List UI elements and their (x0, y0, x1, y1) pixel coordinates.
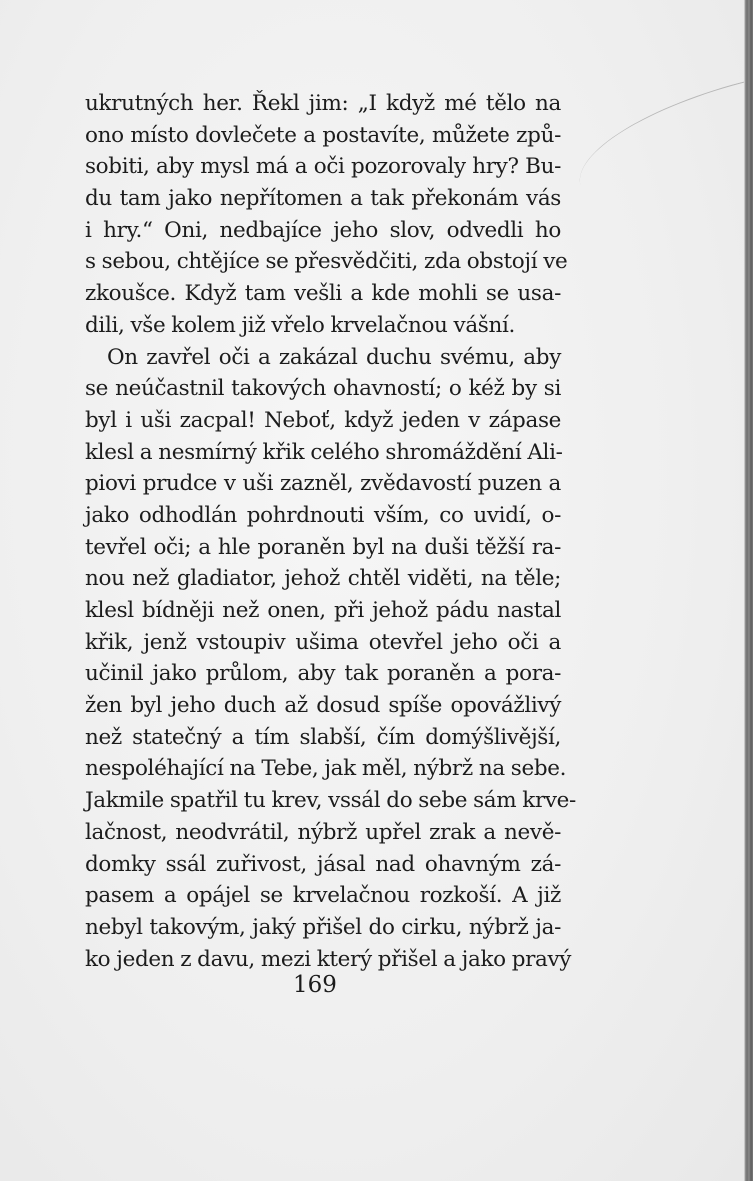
text-line: piovi prudce v uši zazněl, zvědavostí puzen a (85, 471, 561, 497)
text-line: klesl a nesmírný křik celého shromáždění Ali- (85, 439, 563, 465)
text-line: ko jeden z davu, mezi který přišel a jako pravý (85, 946, 572, 972)
text-line: sobiti, aby mysl má a oči pozorovaly hry? Bu- (85, 154, 561, 180)
text-line: zkoušce. Když tam vešli a kde mohli se usa- (85, 281, 561, 307)
text-line: klesl bídněji než onen, při jehož pádu nastal (85, 598, 561, 623)
text-line: lačnost, neodvrátil, nýbrž upřel zrak a nevě- (85, 819, 561, 845)
text-line: domky ssál zuřivost, jásal nad ohavným zá- (85, 851, 561, 877)
text-line: tevřel oči; a hle poraněn byl na duši těžší ra- (85, 534, 561, 560)
text-line: se neúčastnil takových ohavností; o kéž by si (85, 376, 561, 402)
text-line: než statečný a tím slabší, čím domýšlivější, (85, 724, 561, 750)
paper-crease (566, 80, 753, 185)
text-line: Jakmile spatřil tu krev, vssál do sebe sám krve- (85, 788, 576, 814)
text-line: i hry.“ Oni, nedbajíce jeho slov, odvedli ho (85, 217, 561, 243)
text-line: s sebou, chtějíce se přesvědčiti, zda obstojí ve (85, 249, 568, 275)
text-line: byl i uši zacpal! Neboť, když jeden v zápase (85, 407, 561, 433)
text-line: nou než gladiator, jehož chtěl viděti, na těle; (85, 566, 561, 592)
text-line: ono místo dovlečete a postavíte, můžete způ- (85, 122, 561, 148)
page-number: 169 (293, 972, 337, 998)
text-line: žen byl jeho duch až dosud spíše opovážlivý (85, 693, 561, 719)
text-line: On zavřel oči a zakázal duchu svému, aby (107, 344, 561, 370)
book-spine-edge (744, 0, 753, 1181)
text-line: křik, jenž vstoupiv ušima otevřel jeho oči a (85, 629, 561, 655)
text-line: nespoléhající na Tebe, jak měl, nýbrž na sebe. (85, 756, 567, 782)
text-line: učinil jako průlom, aby tak poraněn a pora- (85, 661, 561, 687)
text-line: nebyl takovým, jaký přišel do cirku, nýbrž ja- (85, 914, 561, 940)
text-line: dili, vše kolem již vřelo krvelačnou vášní. (85, 312, 515, 338)
text-line: pasem a opájel se krvelačnou rozkoší. A již (85, 883, 561, 909)
text-line: jako odhodlán pohrdnouti vším, co uvidí, o- (85, 502, 561, 528)
text-line: ukrutných her. Řekl jim: „I když mé tělo na (85, 91, 561, 116)
text-line: du tam jako nepřítomen a tak překonám vás (85, 186, 561, 212)
body-text (85, 88, 576, 975)
